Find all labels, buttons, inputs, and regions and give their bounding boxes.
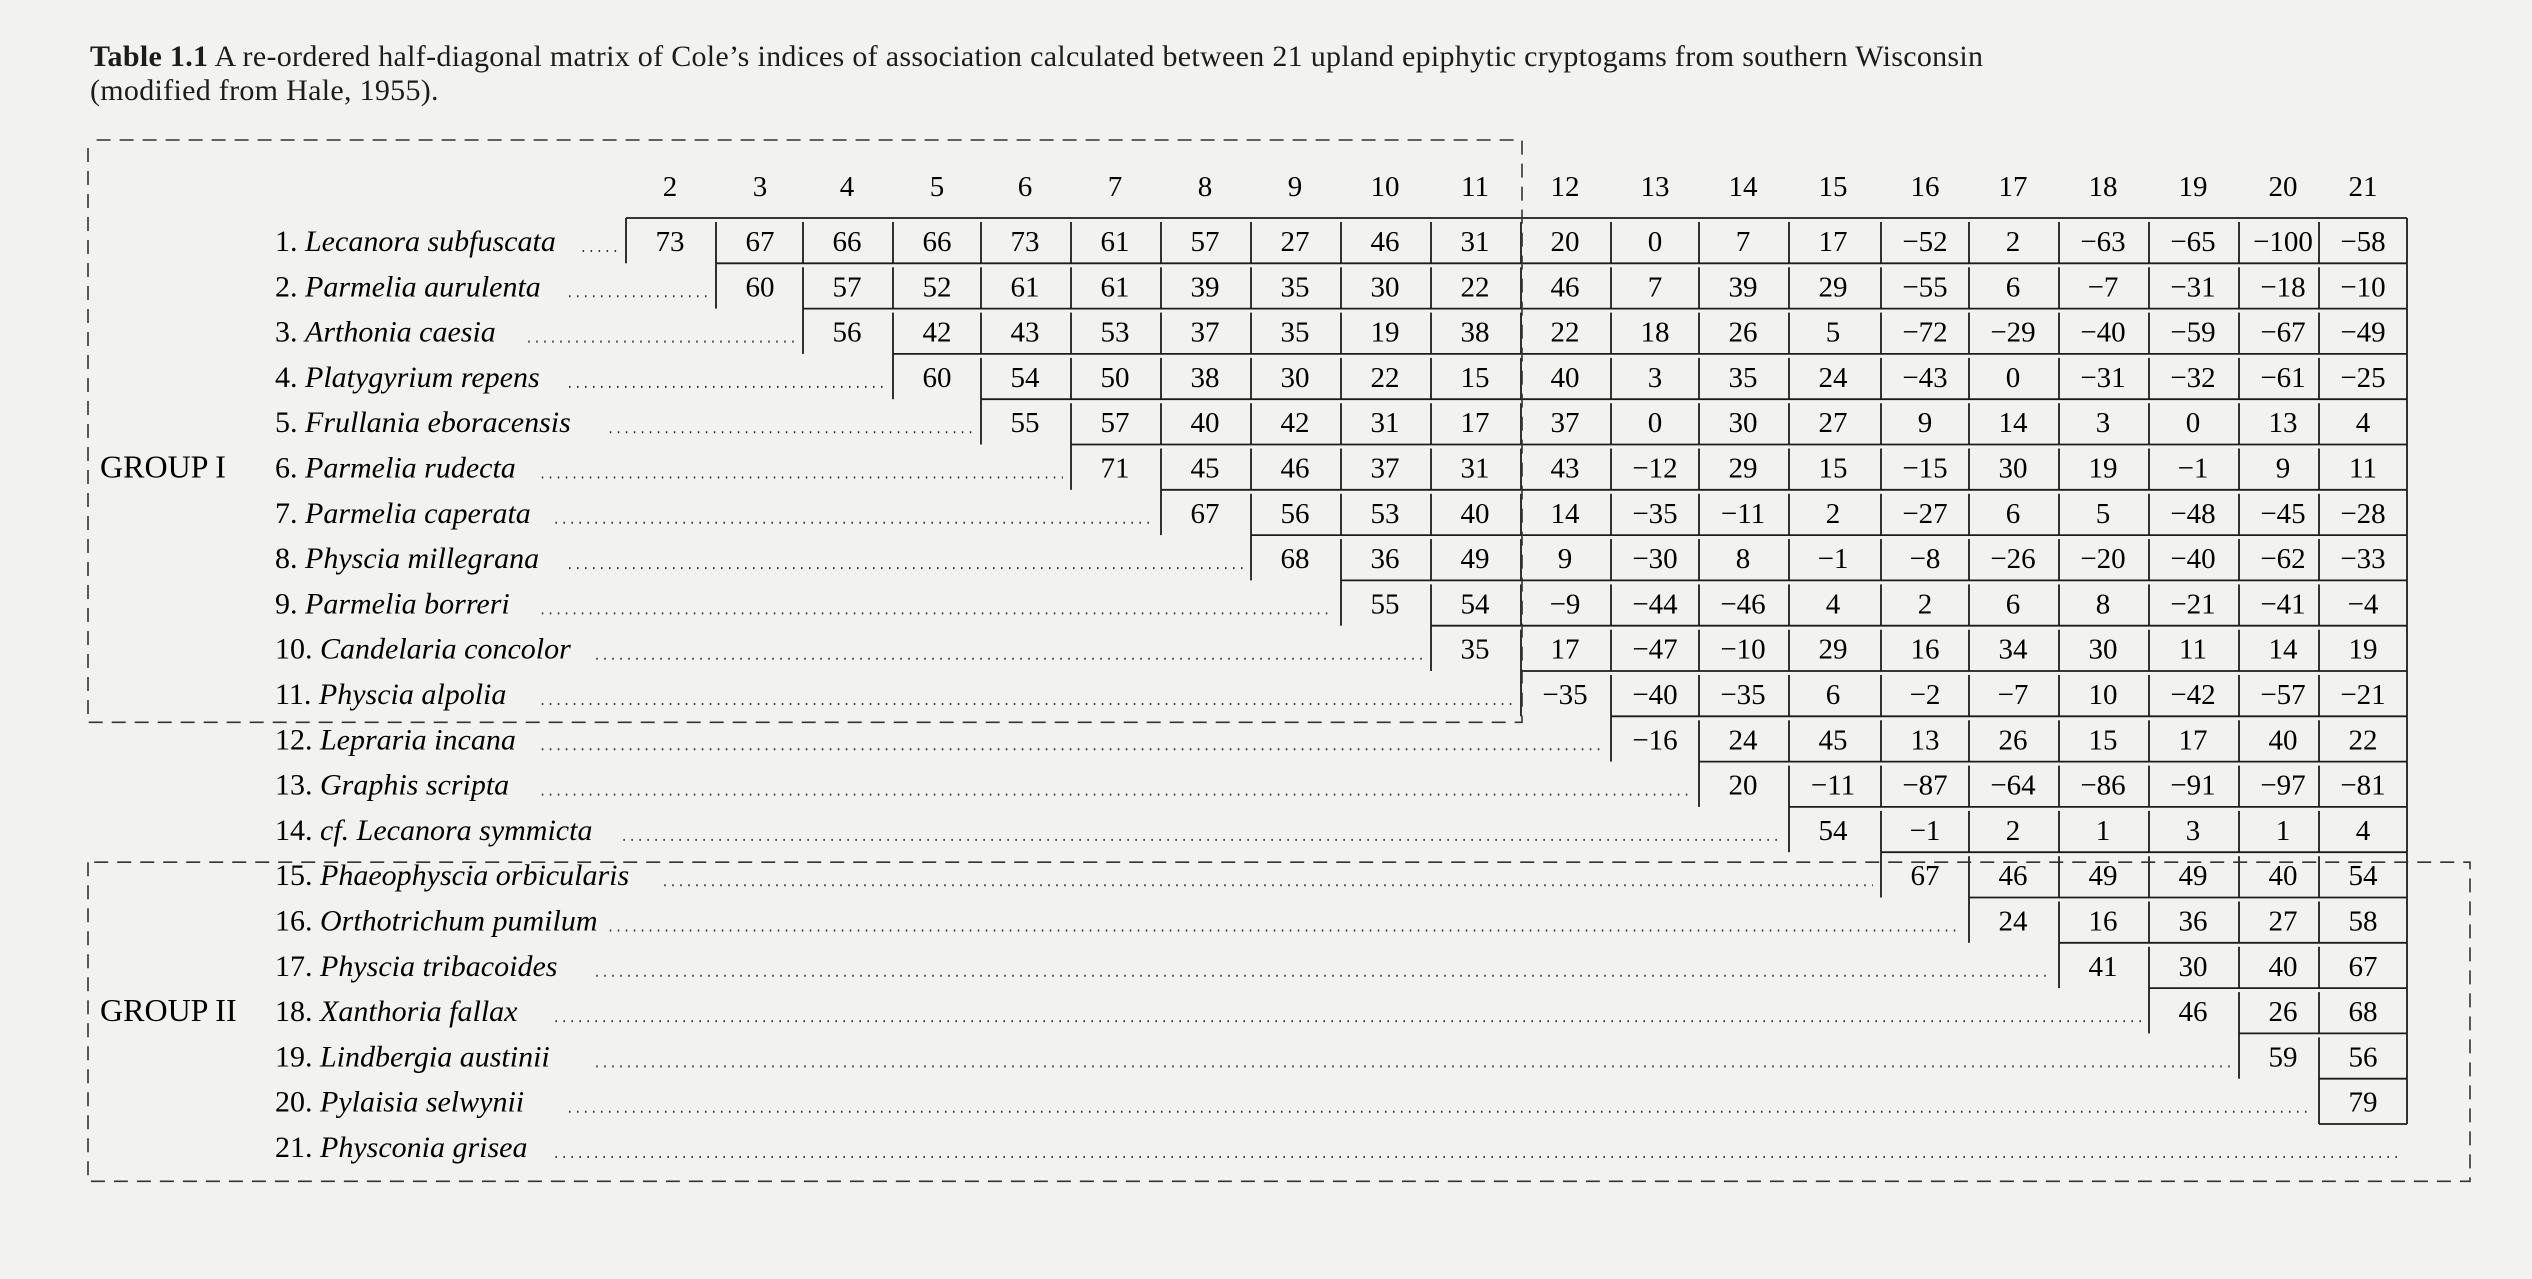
matrix-cell: −11	[1720, 497, 1766, 530]
matrix-cell: 41	[2088, 950, 2118, 983]
matrix-cell: 10	[2088, 679, 2118, 711]
matrix-cell: 29	[1818, 271, 1848, 304]
matrix-cell: 30	[2178, 950, 2208, 983]
matrix-cell: −97	[2260, 769, 2306, 802]
column-header-12: 12	[1550, 171, 1580, 203]
row-label-21: 21. Physconia grisea	[275, 1131, 528, 1164]
row-label-2: 2. Parmelia aurulenta	[275, 270, 541, 304]
matrix-cell: −30	[1632, 543, 1678, 576]
row-label-19: 19. Lindbergia austinii	[275, 1040, 550, 1074]
matrix-cell: 35	[1280, 316, 1310, 349]
matrix-cell: 67	[1190, 497, 1220, 530]
matrix-cell: −1	[1909, 814, 1941, 847]
matrix-cell: 31	[1460, 226, 1490, 258]
matrix-cell: 11	[2179, 633, 2207, 666]
matrix-cell: −64	[1990, 769, 2036, 802]
matrix-cell: 6	[2005, 588, 2021, 621]
column-header-21: 21	[2348, 171, 2378, 203]
matrix-cell: 14	[1550, 497, 1580, 530]
row-label-14: 14. cf. Lecanora symmicta	[275, 813, 593, 847]
matrix-cell: 46	[1998, 860, 2028, 893]
matrix-cell: −67	[2260, 316, 2306, 349]
matrix-cell: 31	[1370, 407, 1400, 440]
matrix-cell: −41	[2260, 588, 2306, 621]
matrix-cell: 20	[1550, 226, 1580, 258]
matrix-cell: −61	[2260, 361, 2306, 394]
matrix-cell: 37	[1550, 407, 1580, 440]
matrix-cell: 35	[1280, 271, 1310, 304]
matrix-cell: 45	[1818, 724, 1848, 757]
matrix-cell: 37	[1370, 452, 1400, 485]
matrix-cell: 8	[2095, 588, 2111, 621]
matrix-cell: 15	[1818, 452, 1848, 485]
matrix-cell: −1	[2177, 452, 2209, 485]
group-label-2: GROUP II	[100, 992, 237, 1029]
column-header-19: 19	[2178, 171, 2208, 203]
matrix-cell: 56	[2348, 1041, 2378, 1074]
matrix-cell: 30	[2088, 633, 2118, 666]
matrix-cell: 22	[1550, 316, 1580, 349]
matrix-cell: 29	[1818, 633, 1848, 666]
matrix-cell: −15	[1902, 452, 1948, 485]
matrix-cell: −46	[1720, 588, 1766, 621]
matrix-cell: 17	[1550, 633, 1580, 666]
matrix-cell: 52	[922, 271, 952, 304]
matrix-cell: 61	[1010, 271, 1040, 304]
row-label-16: 16. Orthotrichum pumilum	[275, 904, 598, 938]
matrix-cell: −31	[2170, 271, 2216, 304]
matrix-cell: −91	[2170, 769, 2216, 802]
column-header-10: 10	[1370, 171, 1400, 203]
matrix-cell: 68	[2348, 996, 2378, 1029]
matrix-cell: 7	[1647, 271, 1663, 304]
matrix-cell: 13	[2268, 407, 2298, 440]
row-label-10: 10. Candelaria concolor	[275, 632, 571, 666]
matrix-cell: −72	[1902, 316, 1948, 349]
matrix-cell: 38	[1460, 316, 1490, 349]
row-label-12: 12. Lepraria incana	[275, 723, 516, 757]
matrix-cell: −7	[1997, 679, 2029, 711]
matrix-cell: 54	[2348, 860, 2378, 893]
matrix-cell: −7	[2087, 271, 2119, 304]
column-header-4: 4	[839, 171, 855, 203]
matrix-cell: 57	[832, 271, 862, 304]
matrix-cell: 54	[1460, 588, 1490, 621]
matrix-cell: −87	[1902, 769, 1948, 802]
matrix-cell: 27	[2268, 905, 2298, 938]
matrix-cell: 67	[1910, 860, 1940, 893]
matrix-cell: 57	[1190, 226, 1220, 258]
matrix-cell: 6	[1825, 679, 1841, 711]
matrix-cell: 30	[1280, 361, 1310, 394]
matrix-cell: 30	[1998, 452, 2028, 485]
matrix-cell: −100	[2253, 226, 2313, 258]
matrix-cell: −45	[2260, 497, 2306, 530]
matrix-cell: 49	[1460, 543, 1490, 576]
matrix-cell: 1	[2095, 814, 2111, 847]
matrix-cell: −44	[1632, 588, 1678, 621]
matrix-cell: −1	[1817, 543, 1849, 576]
matrix-cell: −4	[2347, 588, 2379, 621]
matrix-cell: 22	[1370, 361, 1400, 394]
matrix-cell: 54	[1010, 361, 1040, 394]
matrix-cell: 57	[1100, 407, 1130, 440]
matrix-cell: 39	[1728, 271, 1758, 304]
row-label-9: 9. Parmelia borreri	[275, 587, 510, 621]
matrix-cell: 14	[1998, 407, 2028, 440]
matrix-cell: 4	[1825, 588, 1841, 621]
matrix-cell: −62	[2260, 543, 2306, 576]
matrix-cell: 60	[745, 271, 775, 304]
matrix-cell: −10	[1720, 633, 1766, 666]
matrix-cell: −86	[2080, 769, 2126, 802]
matrix-cell: 66	[832, 226, 862, 258]
matrix-cell: −11	[1810, 769, 1856, 802]
matrix-cell: 49	[2088, 860, 2118, 893]
matrix-cell: −31	[2080, 361, 2126, 394]
matrix-cell: 27	[1818, 407, 1848, 440]
row-label-13: 13. Graphis scripta	[275, 768, 510, 802]
matrix-cell: −35	[1632, 497, 1678, 530]
column-header-6: 6	[1017, 171, 1033, 203]
matrix-cell: 9	[1557, 543, 1573, 576]
matrix-cell: −40	[2080, 316, 2126, 349]
matrix-cell: 27	[1280, 226, 1310, 258]
matrix-cell: −65	[2170, 226, 2216, 258]
matrix-cell: 55	[1370, 588, 1400, 621]
matrix-cell: 18	[1640, 316, 1670, 349]
row-label-8: 8. Physcia millegrana	[275, 542, 540, 576]
row-label-11: 11. Physcia alpolia	[275, 678, 507, 711]
column-header-2: 2	[662, 171, 678, 203]
matrix-cell: −40	[2170, 543, 2216, 576]
matrix-cell: 13	[1910, 724, 1940, 757]
matrix-cell: 46	[1370, 226, 1400, 258]
matrix-cell: −8	[1909, 543, 1941, 576]
matrix-cell: −28	[2340, 497, 2386, 530]
column-header-9: 9	[1287, 171, 1303, 203]
matrix-cell: 67	[2348, 950, 2378, 983]
matrix-cell: 46	[1550, 271, 1580, 304]
matrix-cell: 0	[1647, 407, 1663, 440]
matrix-cell: 66	[922, 226, 952, 258]
matrix-cell: 15	[2088, 724, 2118, 757]
matrix-cell: −33	[2340, 543, 2386, 576]
matrix-cell: 19	[2088, 452, 2118, 485]
matrix-cell: 9	[1917, 407, 1933, 440]
matrix-cell: 43	[1550, 452, 1580, 485]
matrix-cell: 71	[1100, 452, 1130, 485]
matrix-cell: −47	[1632, 633, 1678, 666]
matrix-cell: 24	[1728, 724, 1758, 757]
matrix-cell: −25	[2340, 361, 2386, 394]
matrix-cell: 40	[1460, 497, 1490, 530]
row-label-17: 17. Physcia tribacoides	[275, 949, 558, 983]
matrix-cell: 49	[2178, 860, 2208, 893]
matrix-cell: 58	[2348, 905, 2378, 938]
column-header-5: 5	[929, 171, 945, 203]
matrix-cell: 14	[2268, 633, 2298, 666]
matrix-cell: −12	[1632, 452, 1678, 485]
matrix-cell: 40	[1550, 361, 1580, 394]
matrix-cell: −10	[2340, 271, 2386, 304]
table-caption-label: Table 1.1	[90, 40, 209, 73]
matrix-cell: 24	[1998, 905, 2028, 938]
row-label-1: 1. Lecanora subfuscata	[275, 225, 556, 258]
matrix-cell: 31	[1460, 452, 1490, 485]
matrix-cell: 20	[1728, 769, 1758, 802]
matrix-cell: 5	[2095, 497, 2111, 530]
matrix-cell: −43	[1902, 361, 1948, 394]
column-header-16: 16	[1910, 171, 1940, 203]
matrix-cell: 37	[1190, 316, 1220, 349]
matrix-cell: 59	[2268, 1041, 2298, 1074]
matrix-cell: 34	[1998, 633, 2028, 666]
matrix-cell: 54	[1818, 814, 1848, 847]
column-header-20: 20	[2268, 171, 2298, 203]
matrix-cell: 73	[1010, 226, 1040, 258]
column-header-11: 11	[1461, 171, 1489, 203]
row-label-20: 20. Pylaisia selwynii	[275, 1085, 525, 1119]
matrix-cell: 3	[2095, 407, 2111, 440]
matrix-cell: 61	[1100, 226, 1130, 258]
matrix-cell: 29	[1728, 452, 1758, 485]
matrix-cell: 26	[1998, 724, 2028, 757]
matrix-cell: 79	[2348, 1086, 2378, 1119]
matrix-cell: 56	[1280, 497, 1310, 530]
column-header-8: 8	[1197, 171, 1213, 203]
matrix-cell: −32	[2170, 361, 2216, 394]
matrix-cell: 15	[1460, 361, 1490, 394]
row-label-5: 5. Frullania eboracensis	[275, 406, 571, 440]
matrix-cell: −58	[2340, 226, 2386, 258]
matrix-cell: −20	[2080, 543, 2126, 576]
matrix-cell: 16	[1910, 633, 1940, 666]
matrix-cell: 42	[922, 316, 952, 349]
row-label-4: 4. Platygyrium repens	[275, 360, 540, 394]
matrix-cell: −57	[2260, 679, 2306, 711]
matrix-cell: 42	[1280, 407, 1310, 440]
matrix-cell: 2	[1825, 497, 1841, 530]
matrix-cell: 1	[2275, 814, 2291, 847]
matrix-cell: −35	[1720, 679, 1766, 711]
matrix-cell: 60	[922, 361, 952, 394]
matrix-cell: 50	[1100, 361, 1130, 394]
matrix-cell: 0	[2005, 361, 2021, 394]
column-header-14: 14	[1728, 171, 1758, 203]
matrix-cell: 16	[2088, 905, 2118, 938]
matrix-cell: 2	[1917, 588, 1933, 621]
matrix-cell: 36	[2178, 905, 2208, 938]
matrix-cell: 40	[1190, 407, 1220, 440]
matrix-cell: 68	[1280, 543, 1310, 576]
matrix-cell: 43	[1010, 316, 1040, 349]
matrix-cell: 36	[1370, 543, 1400, 576]
matrix-cell: −52	[1902, 226, 1948, 258]
matrix-cell: 22	[2348, 724, 2378, 757]
matrix-cell: 40	[2268, 724, 2298, 757]
matrix-cell: 53	[1100, 316, 1130, 349]
matrix-cell: 9	[2275, 452, 2291, 485]
matrix-cell: 35	[1460, 633, 1490, 666]
matrix-cell: 46	[2178, 996, 2208, 1029]
matrix-cell: 38	[1190, 361, 1220, 394]
matrix-cell: 19	[2348, 633, 2378, 666]
matrix-cell: 0	[1647, 226, 1663, 258]
matrix-cell: −21	[2340, 679, 2386, 711]
matrix-cell: 39	[1190, 271, 1220, 304]
matrix-cell: −27	[1902, 497, 1948, 530]
matrix-cell: 7	[1735, 226, 1751, 258]
matrix-cell: 40	[2268, 860, 2298, 893]
column-header-15: 15	[1818, 171, 1848, 203]
matrix-cell: 45	[1190, 452, 1220, 485]
matrix-cell: −26	[1990, 543, 2036, 576]
matrix-cell: 17	[1818, 226, 1848, 258]
matrix-cell: 55	[1010, 407, 1040, 440]
matrix-cell: −21	[2170, 588, 2216, 621]
matrix-cell: 17	[1460, 407, 1490, 440]
matrix-cell: −9	[1549, 588, 1581, 621]
matrix-cell: 67	[745, 226, 775, 258]
column-header-13: 13	[1640, 171, 1670, 203]
matrix-cell: 11	[2349, 452, 2377, 485]
row-label-7: 7. Parmelia caperata	[275, 496, 531, 530]
matrix-cell: 4	[2355, 814, 2371, 847]
matrix-cell: 61	[1100, 271, 1130, 304]
matrix-cell: −48	[2170, 497, 2216, 530]
matrix-cell: 46	[1280, 452, 1310, 485]
matrix-cell: 26	[1728, 316, 1758, 349]
matrix-cell: 53	[1370, 497, 1400, 530]
matrix-cell: 6	[2005, 271, 2021, 304]
matrix-cell: 35	[1728, 361, 1758, 394]
row-label-6: 6. Parmelia rudecta	[275, 451, 516, 485]
matrix-cell: −59	[2170, 316, 2216, 349]
group-label-1: GROUP I	[100, 448, 226, 485]
matrix-cell: 5	[1825, 316, 1841, 349]
matrix-cell: −29	[1990, 316, 2036, 349]
matrix-cell: 0	[2185, 407, 2201, 440]
row-label-18: 18. Xanthoria fallax	[275, 995, 518, 1029]
matrix-cell: 40	[2268, 950, 2298, 983]
matrix-cell: 19	[1370, 316, 1400, 349]
matrix-cell: −63	[2080, 226, 2126, 258]
column-header-17: 17	[1998, 171, 2028, 203]
matrix-cell: 24	[1818, 361, 1848, 394]
matrix-cell: 2	[2005, 814, 2021, 847]
table-caption-text: A re-ordered half-diagonal matrix of Cole’s indices of association calculated between 21 upland epiphytic cryptogams from southern Wisconsin (modified from Hale, 1955).	[90, 40, 1984, 107]
row-label-15: 15. Phaeophyscia orbicularis	[275, 859, 630, 893]
matrix-cell: 8	[1735, 543, 1751, 576]
matrix-cell: 3	[1647, 361, 1663, 394]
matrix-cell: −18	[2260, 271, 2306, 304]
column-header-18: 18	[2088, 171, 2118, 203]
matrix-cell: 56	[832, 316, 862, 349]
matrix-cell: 17	[2178, 724, 2208, 757]
matrix-cell: 30	[1370, 271, 1400, 304]
matrix-cell: 30	[1728, 407, 1758, 440]
column-header-3: 3	[752, 171, 768, 203]
matrix-cell: −55	[1902, 271, 1948, 304]
matrix-cell: −35	[1542, 679, 1588, 711]
matrix-cell: 4	[2355, 407, 2371, 440]
matrix-cell: 2	[2005, 226, 2021, 258]
matrix-cell: −49	[2340, 316, 2386, 349]
row-label-3: 3. Arthonia caesia	[275, 315, 496, 349]
matrix-cell: 73	[655, 226, 685, 258]
column-header-7: 7	[1107, 171, 1123, 203]
matrix-cell: −2	[1909, 679, 1941, 711]
matrix-cell: 3	[2185, 814, 2201, 847]
matrix-cell: 6	[2005, 497, 2021, 530]
matrix-cell: −16	[1632, 724, 1678, 757]
matrix-cell: −40	[1632, 679, 1678, 711]
matrix-cell: −42	[2170, 679, 2216, 711]
matrix-cell: 26	[2268, 996, 2298, 1029]
matrix-cell: 22	[1460, 271, 1490, 304]
matrix-cell: −81	[2340, 769, 2386, 802]
